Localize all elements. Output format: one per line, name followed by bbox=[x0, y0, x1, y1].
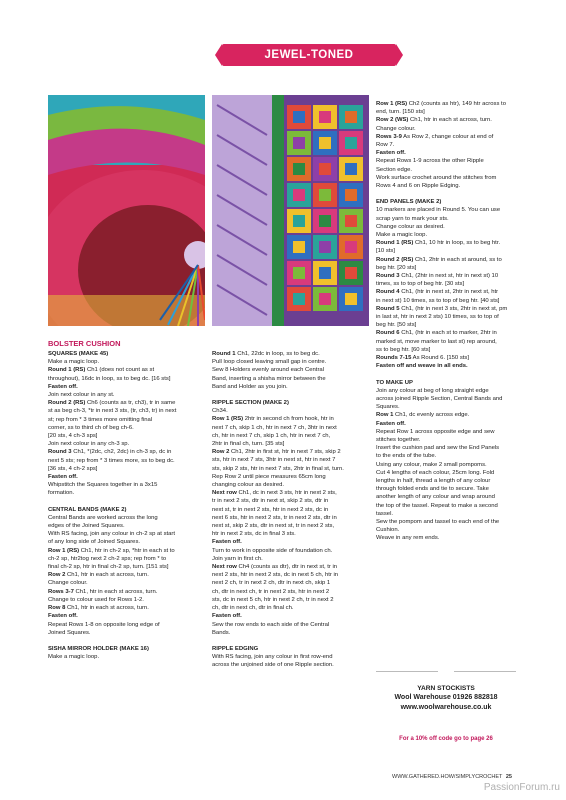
instruction-line: throughout), 16dc in loop, ss to beg dc. [16 sts] bbox=[48, 375, 171, 382]
stockist-website[interactable]: www.woolwarehouse.co.uk bbox=[400, 704, 492, 711]
instruction-line bbox=[212, 563, 372, 571]
instruction-line: next 7 ch, skip 1 ch, htr in next 7 ch, 3htr in next bbox=[212, 424, 337, 431]
instruction-line: 10 markers are placed in Round 5. You can use bbox=[376, 207, 501, 214]
instruction-line: Central Bands are worked across the long bbox=[48, 514, 158, 521]
instruction-rest: As Round 6. [150 sts] bbox=[411, 355, 469, 362]
instruction-rest: As Row 2, change colour at end of bbox=[401, 133, 494, 140]
instruction-line: Sew the row ends to each side of the Central bbox=[212, 621, 330, 628]
instruction-line: Fasten off. bbox=[48, 383, 78, 390]
instruction-line: Row 7. bbox=[376, 142, 395, 149]
instruction-line: beg htr. [20 sts] bbox=[376, 264, 417, 271]
instruction-line: Fasten off. bbox=[376, 420, 406, 427]
instruction-line bbox=[48, 547, 206, 555]
instruction-rest: Ch1, htr in each st across, turn. bbox=[65, 605, 149, 612]
instruction-line bbox=[212, 637, 372, 645]
instruction-line: times, ss to top of beg htr. [30 sts] bbox=[376, 281, 465, 288]
instruction-lead: Round 2 (RS) bbox=[48, 400, 86, 407]
instruction-lead: Round 1 (RS) bbox=[48, 367, 86, 374]
instruction-line bbox=[376, 329, 521, 337]
instruction-rest: 2htr in second ch from hook, htr in bbox=[243, 416, 334, 423]
instruction-line: next 6 sts, htr in next 2 sts, tr in next 2 sts, dtr in bbox=[212, 514, 337, 521]
instruction-line bbox=[376, 133, 521, 141]
instruction-line: edges of the Joined Squares. bbox=[48, 523, 125, 530]
instruction-line: With RS facing, join any colour in first row-end bbox=[212, 654, 333, 661]
instruction-line bbox=[376, 256, 521, 264]
instruction-rest: Ch1, 10 htr in loop, ss to beg htr. bbox=[413, 240, 501, 247]
instructions-column-3 bbox=[376, 100, 521, 543]
instruction-line: Band, inserting a shisha mirror between the bbox=[212, 375, 326, 382]
stockist-phone: Wool Warehouse 01926 882818 bbox=[394, 694, 498, 701]
instruction-lead: Rows 3-9 bbox=[376, 133, 402, 140]
instruction-line: Ch34. bbox=[212, 408, 228, 415]
yarn-stockists bbox=[376, 684, 516, 713]
instruction-line: RIPPLE EDGING bbox=[212, 645, 259, 652]
instruction-line bbox=[48, 604, 206, 612]
instruction-line: across joined Ripple Section, Central Bands and bbox=[376, 395, 503, 402]
instruction-line: tr in next 2 sts, dtr in next st, skip 2 sts, dtr in bbox=[212, 498, 329, 505]
instruction-line: END PANELS (MAKE 2) bbox=[376, 199, 442, 206]
instruction-line bbox=[376, 354, 521, 362]
instruction-line: st; rep from * 3 times more omitting final bbox=[48, 416, 153, 423]
instruction-rest: Ch1, htr in each st across, turn. bbox=[408, 117, 492, 124]
instruction-line bbox=[48, 366, 206, 374]
instruction-line bbox=[376, 288, 521, 296]
instruction-lead: Rounds 7-15 bbox=[376, 355, 412, 362]
instruction-line: Joined Squares. bbox=[48, 629, 91, 636]
instruction-line: next 2 sts, htr in next 2 sts, dc in next 5 ch, htr in bbox=[212, 572, 339, 579]
instruction-line: Turn to work in opposite side of foundation ch. bbox=[212, 547, 333, 554]
instruction-line: Join next colour in any st. bbox=[48, 392, 115, 399]
instruction-line: Fasten off and weave in all ends. bbox=[376, 363, 468, 370]
pattern-title: BOLSTER CUSHION bbox=[48, 339, 121, 348]
instruction-line: Join next colour in any ch-3 sp. bbox=[48, 441, 130, 448]
instruction-line: next 5 sts; rep from * 3 times more, ss to beg dc. bbox=[48, 457, 175, 464]
instruction-line: across the unjoined side of one Ripple section. bbox=[212, 662, 334, 669]
instruction-rest: Ch1, dc evenly across edge. bbox=[393, 412, 470, 419]
instruction-line: next st, skip 2 sts, dtr in next st, tr in next 2 sts, bbox=[212, 523, 335, 530]
instruction-lead: Row 1 (RS) bbox=[376, 101, 408, 107]
instruction-line bbox=[376, 116, 521, 124]
instruction-line bbox=[376, 100, 521, 108]
instruction-rest: Ch1, htr in each st across, turn. bbox=[73, 588, 158, 595]
instruction-line: Squares. bbox=[376, 404, 400, 411]
instruction-lead: Rows 3-7 bbox=[48, 588, 74, 595]
instruction-line: Repeat Rows 1-9 across the other Ripple bbox=[376, 158, 484, 165]
instruction-line bbox=[48, 571, 206, 579]
instruction-rest: Ch1, (htr in each st to marker, 2htr in bbox=[399, 330, 497, 337]
stockists-title: YARN STOCKISTS bbox=[417, 685, 475, 692]
instruction-line bbox=[48, 399, 206, 407]
instruction-line: marked st, move marker to last st) rep around, bbox=[376, 338, 497, 345]
instruction-line: SQUARES (MAKE 45) bbox=[48, 351, 109, 357]
instruction-line: [36 sts, 4 ch-2 sps] bbox=[48, 465, 98, 472]
instruction-line: st as beg ch-3, *tr in next 3 sts, (tr, ch3, tr) in next bbox=[48, 408, 177, 415]
instruction-line: Repeat Rows 1-8 on opposite long edge of bbox=[48, 621, 160, 628]
cushion-end-photo bbox=[48, 95, 205, 326]
instruction-rest: Ch4 (counts as dtr), dtr in next st, tr in bbox=[236, 564, 338, 571]
instructions-column-1 bbox=[48, 339, 206, 661]
instruction-line: SISHA MIRROR HOLDER (MAKE 16) bbox=[48, 645, 149, 652]
instruction-line: final ch-2 sp, htr in final ch-2 sp, turn. [151 sts] bbox=[48, 564, 169, 571]
instruction-lead: Round 3 bbox=[376, 273, 400, 280]
instruction-line: formation. bbox=[48, 490, 75, 497]
instruction-line: [20 sts, 4 ch-3 sps] bbox=[48, 433, 98, 440]
instruction-line: Work surface crochet around the stitches from bbox=[376, 174, 497, 181]
watermark: PassionForum.ru bbox=[483, 782, 560, 793]
instruction-line bbox=[212, 489, 372, 497]
instruction-line: sts, dc in next 5 ch, htr in next 2 ch, tr in next 2 bbox=[212, 596, 334, 603]
column-1-lines bbox=[48, 350, 206, 661]
instruction-line bbox=[212, 448, 372, 456]
instruction-lead: Round 1 bbox=[212, 351, 236, 357]
instruction-line bbox=[48, 448, 206, 456]
instruction-lead: Round 6 bbox=[376, 330, 400, 337]
instruction-line: Insert the cushion pad and sew the End Panels bbox=[376, 445, 500, 452]
instruction-line: the top of the tassel. Repeat to make a second bbox=[376, 502, 498, 509]
instruction-lead: Round 3 bbox=[48, 449, 72, 456]
instruction-rest: Ch1, htr in ch-2 sp, *htr in each st to bbox=[79, 547, 175, 554]
instruction-line: to the ends of the tube. bbox=[376, 453, 437, 460]
instruction-line: TO MAKE UP bbox=[376, 379, 413, 386]
instruction-line: Cushion. bbox=[376, 527, 400, 534]
instruction-line bbox=[376, 272, 521, 280]
instruction-line: in next st) 10 times, ss to top of beg htr. [40 sts] bbox=[376, 297, 500, 304]
instruction-line: Weave in any rem ends. bbox=[376, 535, 440, 542]
granny-squares-photo bbox=[212, 95, 369, 326]
instruction-line: Change colour. bbox=[48, 580, 88, 587]
instruction-line: Fasten off. bbox=[212, 539, 242, 546]
instruction-line: Join yarn in first ch. bbox=[212, 555, 263, 562]
instruction-line: tassel. bbox=[376, 510, 394, 517]
instruction-line: Make a magic loop. bbox=[376, 232, 428, 239]
instruction-line: lengths in half, thread a length of any colour bbox=[376, 477, 491, 484]
instruction-line: Make a magic loop. bbox=[48, 359, 100, 366]
instruction-line bbox=[376, 371, 521, 379]
instruction-line: Whipstitch the Squares together in a 3x15 bbox=[48, 482, 158, 489]
instruction-line: scrap yarn to mark your sts. bbox=[376, 215, 449, 222]
instruction-line: Make a magic loop. bbox=[48, 654, 100, 661]
instruction-lead: Row 1 (RS) bbox=[48, 547, 80, 554]
instruction-lead: Row 2 bbox=[212, 449, 230, 456]
cushion-end-image bbox=[48, 95, 205, 326]
instruction-line bbox=[212, 350, 372, 358]
instruction-line: Repeat Row 1 across opposite edge and sew bbox=[376, 428, 495, 435]
instruction-line: next st, tr in next 2 sts, htr in next 2 sts, dc in bbox=[212, 506, 329, 513]
promo-text: For a 10% off code go to page 26 bbox=[399, 736, 493, 742]
instruction-line: Rows 4 and 6 on Ripple Edging. bbox=[376, 183, 461, 190]
instruction-line: sts, htr in next 7 sts, 3htr in next st, htr in next 7 bbox=[212, 457, 336, 464]
instruction-line bbox=[376, 190, 521, 198]
instruction-line bbox=[48, 637, 206, 645]
instruction-line bbox=[376, 411, 521, 419]
instruction-line bbox=[212, 415, 372, 423]
instruction-line: of any long side of Joined Squares. bbox=[48, 539, 141, 546]
instruction-lead: Round 4 bbox=[376, 289, 400, 296]
instruction-line: Cut 4 lengths of each colour, 25cm long. Fold bbox=[376, 469, 495, 476]
instruction-line: ch, dtr in next ch, tr in next 2 sts, htr in next 2 bbox=[212, 588, 330, 595]
instruction-rest: Ch1, 2htr in first st, htr in next 7 sts, skip 2 bbox=[229, 449, 341, 456]
instruction-line: stitches together. bbox=[376, 436, 421, 443]
instruction-lead: Row 8 bbox=[48, 605, 66, 612]
instruction-line: With RS facing, join any colour in ch-2 sp at start bbox=[48, 531, 176, 538]
instruction-line: beg htr. [50 sts] bbox=[376, 322, 417, 329]
instruction-lead: Row 1 (RS) bbox=[212, 416, 244, 423]
section-banner: JEWEL-TONED ACCESSORIES bbox=[222, 44, 396, 66]
instruction-rest: Ch1, 2htr in each st around, ss to bbox=[413, 256, 502, 263]
instruction-line: Fasten off. bbox=[48, 613, 78, 620]
instruction-rest: Ch1, htr in each st across, turn. bbox=[65, 572, 149, 579]
instruction-line: [10 sts] bbox=[376, 248, 395, 255]
instruction-line bbox=[376, 239, 521, 247]
instruction-line: corner, ss to third ch of beg ch-6. bbox=[48, 424, 134, 431]
instruction-line: Fasten off. bbox=[212, 613, 242, 620]
instruction-line: sts, skip 2 sts, htr in next 7 sts, 2htr in final st, turn. bbox=[212, 465, 344, 472]
instruction-line: changing colour as desired. bbox=[212, 482, 285, 489]
instruction-line: 2htr in final ch, turn. [35 sts] bbox=[212, 441, 285, 448]
instruction-line: Rep Row 2 until piece measures 65cm long bbox=[212, 473, 326, 480]
instruction-line: htr in next 2 sts, dc in final 3 sts. bbox=[212, 531, 296, 538]
instruction-line: Pull loop closed leaving small gap in centre. bbox=[212, 359, 327, 366]
instructions-column-2 bbox=[212, 350, 372, 670]
instruction-line bbox=[48, 588, 206, 596]
instruction-line: ss to beg htr. [60 sts] bbox=[376, 346, 431, 353]
instruction-line bbox=[48, 498, 206, 506]
instruction-line: Band and Holder as you join. bbox=[212, 383, 288, 390]
instruction-lead: Round 5 bbox=[376, 305, 400, 312]
instruction-line: Change colour as desired. bbox=[376, 223, 445, 230]
instruction-rest: Ch1, 22dc in loop, ss to beg dc. bbox=[235, 351, 320, 357]
instruction-rest: Ch1, (htr in next 3 sts, 2htr in next st, pm bbox=[399, 305, 508, 312]
instruction-line: another length of any colour and wrap around bbox=[376, 494, 495, 501]
instruction-line: Fasten off. bbox=[48, 474, 78, 481]
granny-squares-image bbox=[212, 95, 369, 326]
instruction-rest: Ch1 (does not count as st bbox=[85, 367, 155, 374]
instruction-line bbox=[212, 391, 372, 399]
page-footer bbox=[392, 774, 512, 780]
instruction-lead: Round 1 (RS) bbox=[376, 240, 414, 247]
column-3-lines bbox=[376, 100, 521, 543]
instruction-line: in last st, htr in next 2 sts) 10 times, ss to top of bbox=[376, 314, 499, 321]
instruction-line: ch, htr in next 7 ch, skip 1 ch, htr in next 7 ch, bbox=[212, 432, 331, 439]
instruction-line: Change colour. bbox=[376, 125, 416, 132]
instruction-line: ch, dtr in next ch, dtr in final ch. bbox=[212, 605, 294, 612]
instruction-line: Bands. bbox=[212, 629, 231, 636]
instruction-line: Sew the pompom and tassel to each end of the bbox=[376, 518, 500, 525]
instruction-lead: Row 2 bbox=[48, 572, 66, 579]
instruction-line: next 2 ch, tr in next 2 ch, dtr in next ch, skip 1 bbox=[212, 580, 331, 587]
instruction-line: end, turn. [150 sts] bbox=[376, 109, 425, 116]
instruction-line: through folded ends and tie to secure. Take bbox=[376, 486, 489, 493]
instruction-lead: Row 2 (WS) bbox=[376, 117, 409, 124]
instruction-line: Sew 8 Holders evenly around each Central bbox=[212, 367, 324, 374]
page-number: 25 bbox=[505, 774, 512, 780]
instruction-line: Section edge. bbox=[376, 166, 413, 173]
divider-flourish-icon bbox=[438, 665, 454, 675]
instruction-rest: Ch1, (2htr in next st, htr in next st) 10 bbox=[399, 273, 499, 280]
instruction-line: Fasten off. bbox=[376, 150, 406, 157]
instruction-rest: Ch1, *(2dc, ch2, 2dc) in ch-3 sp, dc in bbox=[71, 449, 172, 456]
instruction-line: ch-2 sp, htr2tog next 2 ch-2 sps; rep from * to bbox=[48, 555, 167, 562]
instruction-line: CENTRAL BANDS (MAKE 2) bbox=[48, 506, 127, 513]
instruction-lead: Round 2 (RS) bbox=[376, 256, 414, 263]
instruction-rest: Ch2 (counts as htr), 149 htr across to bbox=[407, 101, 506, 107]
instruction-rest: Ch1, (htr in next st, 2htr in next st, htr bbox=[399, 289, 499, 296]
footer-url[interactable]: WWW.GATHERED.HOW/SIMPLYCROCHET bbox=[392, 774, 503, 780]
instruction-line: Using any colour, make 2 small pompoms. bbox=[376, 461, 487, 468]
instruction-lead: Next row bbox=[212, 490, 237, 497]
column-2-lines bbox=[212, 350, 372, 670]
instruction-line: Join any colour at beg of long straight edge bbox=[376, 387, 489, 394]
instruction-lead: Row 1 bbox=[376, 412, 394, 419]
instruction-line: Change to colour used for Rows 1-2. bbox=[48, 596, 144, 603]
instruction-lead: Next row bbox=[212, 564, 237, 571]
instruction-line: RIPPLE SECTION (MAKE 2) bbox=[212, 400, 289, 407]
instruction-rest: Ch1, dc in next 3 sts, htr in next 2 sts, bbox=[236, 490, 337, 497]
instruction-rest: Ch6 (counts as tr, ch3), tr in same bbox=[85, 400, 176, 407]
instruction-line bbox=[376, 305, 521, 313]
